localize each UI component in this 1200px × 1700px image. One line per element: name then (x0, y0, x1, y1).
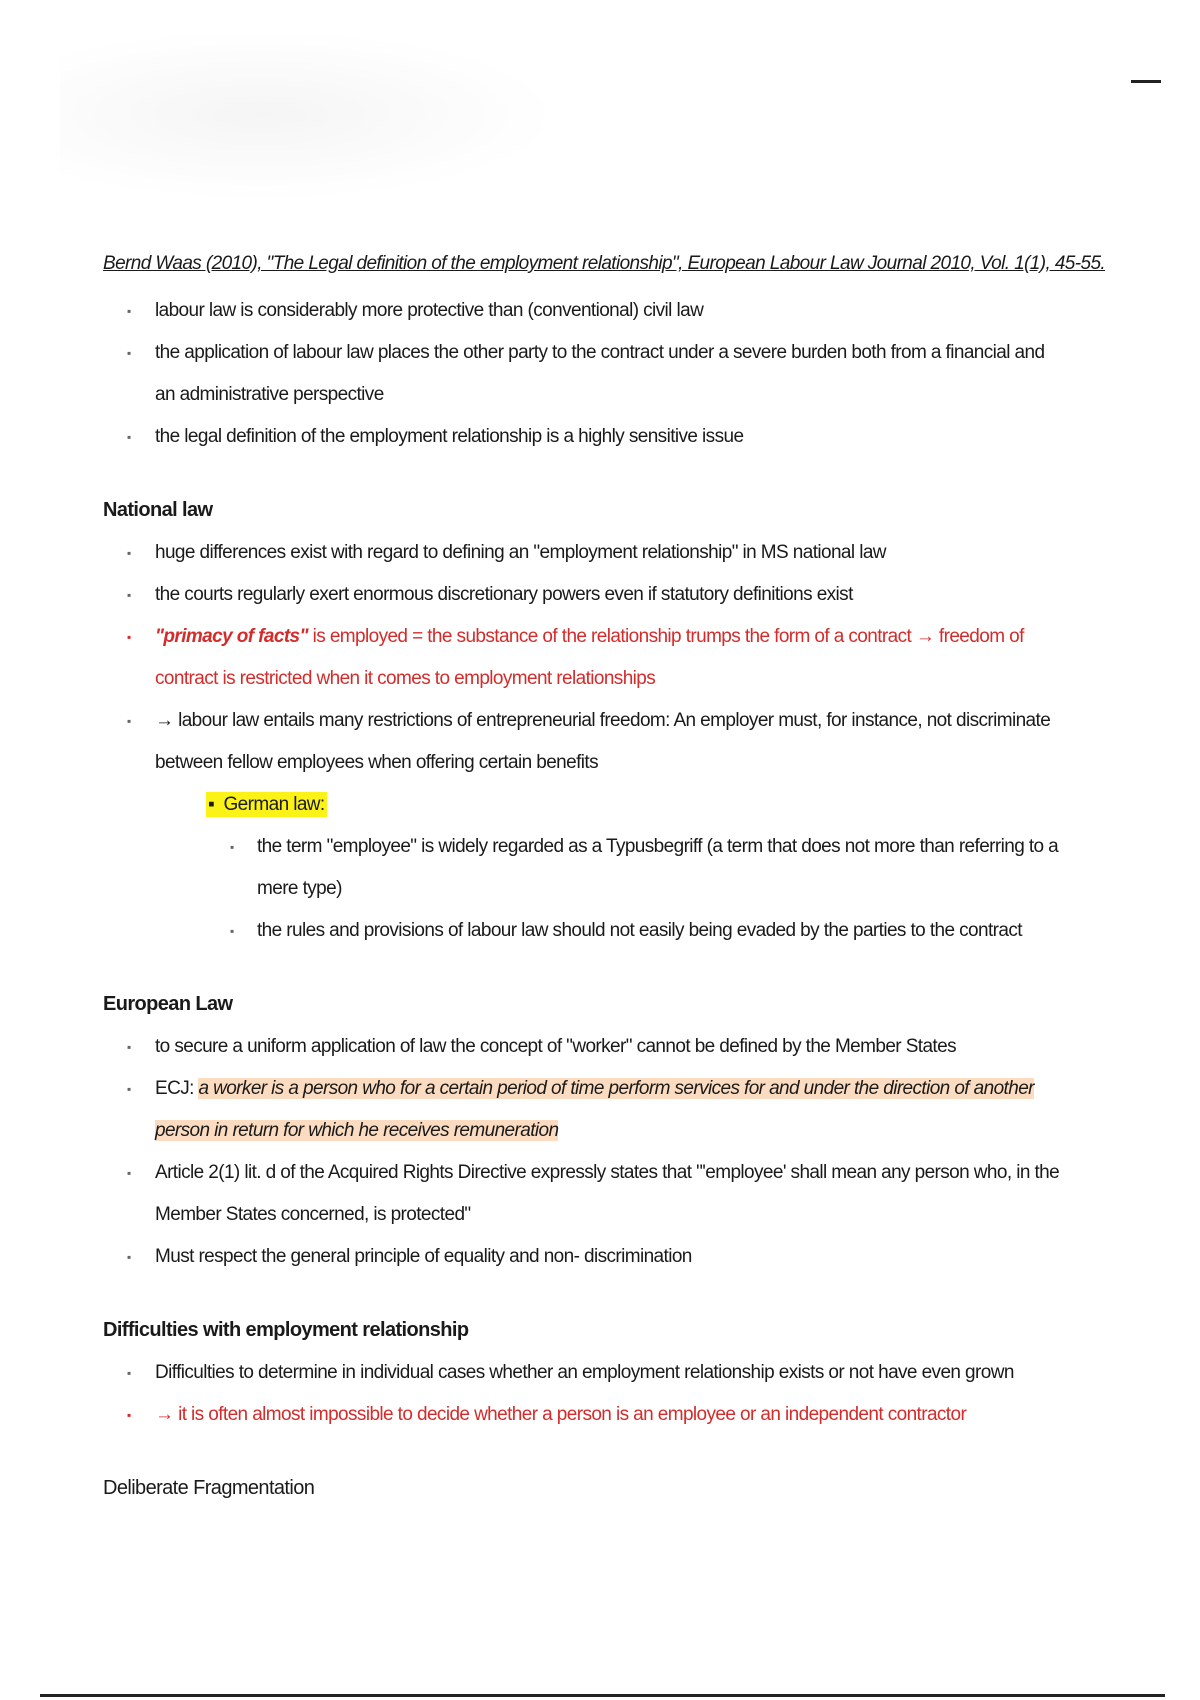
european-law-section (103, 988, 1063, 1278)
list-item: ▪ to secure a uniform application of law the concept of "worker" cannot be defined by the Member States (103, 1026, 1063, 1068)
list-item: ▪ Must respect the general principle of equality and non- discrimination (103, 1236, 1063, 1278)
list-item-german-law (103, 784, 1063, 826)
list-item: ▪ the application of labour law places the other party to the contract under a severe burden both from a financial and an administrative perspective (103, 332, 1063, 416)
bullet-icon: ▪ (127, 588, 131, 602)
list-item: ▪ the legal definition of the employment relationship is a highly sensitive issue (103, 416, 1063, 458)
bullet-icon: ▪ (230, 924, 234, 938)
bullet-icon: ▪ (127, 1082, 131, 1096)
list-item-ecj: ▪ ECJ: a worker is a person who for a certain period of time perform services for and under the direction of another person in return for which he receives remuneration (103, 1068, 1063, 1152)
bottom-divider (40, 1694, 1165, 1697)
top-dash-mark (1131, 80, 1161, 83)
bullet-icon: ▪ (127, 630, 131, 644)
document-content (103, 248, 1106, 1504)
list-item: ▪ → it is often almost impossible to decide whether a person is an employee or an independent contractor (103, 1394, 1063, 1436)
bullet-icon: ▪ (127, 1040, 131, 1054)
section-heading-deliberate-fragmentation: Deliberate Fragmentation (103, 1477, 315, 1499)
bullet-icon: ▪ (127, 714, 131, 728)
ecj-definition-highlight: a worker is a person who for a certain period of time perform services for and under the direction of another person in return for which he receives remuneration (155, 1078, 1034, 1141)
list-item-primacy-of-facts: ▪ "primacy of facts" is employed = the substance of the relationship trumps the form of a contract → freedom of contract is restricted when it comes to employment relationships (103, 616, 1063, 700)
list-item: ▪ Article 2(1) lit. d of the Acquired Rights Directive expressly states that "'employee' shall mean any person who, in the Member States concerned, is protected" (103, 1152, 1063, 1236)
european-list (103, 1026, 1063, 1278)
list-item: ▪ the courts regularly exert enormous discretionary powers even if statutory definitions exist (103, 574, 1063, 616)
national-list (103, 532, 1063, 784)
national-law-section (103, 494, 1063, 952)
section-heading: National law (103, 499, 213, 521)
difficulties-section (103, 1314, 1063, 1436)
list-item: ▪ labour law is considerably more protective than (conventional) civil law (103, 290, 1063, 332)
bullet-icon: ▪ (127, 1366, 131, 1380)
section-heading: European Law (103, 993, 233, 1015)
intro-list (103, 290, 1063, 458)
list-item: ▪ huge differences exist with regard to defining an "employment relationship" in MS national law (103, 532, 1063, 574)
bullet-icon: ▪ (127, 346, 131, 360)
blurred-header-area (60, 30, 560, 200)
list-item: ▪ Difficulties to determine in individual cases whether an employment relationship exists or not have even grown (103, 1352, 1063, 1394)
list-item: ▪ the term "employee" is widely regarded as a Typusbegriff (a term that does not more than referring to a mere type) (103, 826, 1063, 910)
list-item: ▪ → labour law entails many restrictions of entrepreneurial freedom: An employer must, for instance, not discriminate between fellow employees when offering certain benefits (103, 700, 1063, 784)
german-law-list (103, 784, 1063, 826)
bullet-icon: ▪ (230, 840, 234, 854)
bullet-icon: ▪ (127, 1166, 131, 1180)
german-law-highlight: ▪ German law: (208, 794, 325, 815)
bullet-icon: ▪ (208, 794, 215, 815)
bullet-icon: ▪ (127, 430, 131, 444)
list-item: ▪ the rules and provisions of labour law should not easily being evaded by the parties to the contract (103, 910, 1063, 952)
bullet-icon: ▪ (127, 546, 131, 560)
bullet-icon: ▪ (127, 1408, 131, 1422)
difficulties-list (103, 1352, 1063, 1436)
citation: Bernd Waas (2010), "The Legal definition of the employment relationship", European Labour Law Journal 2010, Vol. 1(1), 45-55. (103, 253, 1106, 274)
bullet-icon: ▪ (127, 1250, 131, 1264)
bullet-icon: ▪ (127, 304, 131, 318)
german-law-sublist (103, 826, 1063, 952)
section-heading: Difficulties with employment relationship (103, 1319, 469, 1341)
